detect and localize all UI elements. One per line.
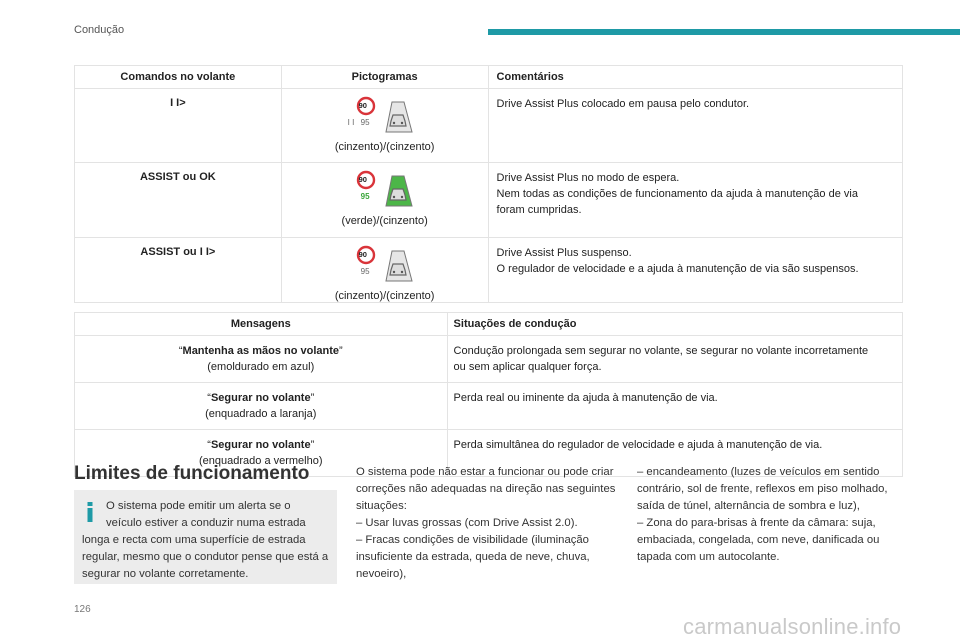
body-line: situações: bbox=[356, 500, 407, 512]
situation-cell bbox=[447, 383, 902, 430]
comment-cell bbox=[488, 238, 902, 303]
comment-cell bbox=[488, 163, 902, 238]
body-column-2 bbox=[356, 464, 618, 583]
pictogram-cell bbox=[281, 89, 488, 163]
body-line: – Fracas condições de visibilidade (iluminação bbox=[356, 534, 589, 546]
car-icon bbox=[390, 115, 406, 126]
comment-line: foram cumpridas. bbox=[496, 204, 582, 216]
quote-mark: ” bbox=[310, 439, 315, 451]
quote-mark: “ bbox=[178, 345, 183, 357]
quote-mark: ” bbox=[310, 392, 315, 404]
quote-mark: “ bbox=[207, 392, 211, 404]
pictogram bbox=[350, 245, 420, 285]
pictogram-caption: (verde)/(cinzento) bbox=[341, 215, 428, 227]
body-line: O sistema pode não estar a funcionar ou pode criar bbox=[356, 466, 614, 478]
pictogram-cell bbox=[281, 238, 488, 303]
note-text bbox=[82, 498, 332, 583]
comment-line: Drive Assist Plus colocado em pausa pelo condutor. bbox=[496, 98, 750, 110]
command-label: I I> bbox=[170, 97, 186, 109]
quote-mark: ” bbox=[339, 345, 343, 357]
pictogram-caption: (cinzento)/(cinzento) bbox=[334, 290, 435, 302]
comment-line: Nem todas as condições de funcionamento da ajuda à manutenção de via bbox=[496, 188, 858, 200]
pause-indicator: I I bbox=[347, 118, 355, 127]
column-header: Pictogramas bbox=[281, 66, 488, 89]
table-row bbox=[75, 238, 903, 303]
command-cell bbox=[75, 238, 282, 303]
situation-cell bbox=[447, 336, 902, 383]
note-line: segurar no volante corretamente. bbox=[82, 568, 249, 580]
table-row bbox=[75, 336, 903, 383]
frame-note: (enquadrado a laranja) bbox=[205, 408, 317, 420]
body-line: contrário, sol de frente, reflexos em piso molhado, bbox=[637, 483, 888, 495]
comment-line: Drive Assist Plus suspenso. bbox=[496, 247, 632, 259]
pictogram bbox=[350, 170, 420, 210]
commands-table bbox=[74, 65, 903, 303]
situation-line: Condução prolongada sem segurar no volante, se segurar no volante incorretamente bbox=[453, 345, 869, 357]
table-row bbox=[75, 383, 903, 430]
message-cell bbox=[75, 383, 448, 430]
page-number: 126 bbox=[74, 604, 91, 615]
table-row bbox=[75, 89, 903, 163]
comment-line: Drive Assist Plus no modo de espera. bbox=[496, 172, 680, 184]
column-header: Comandos no volante bbox=[75, 66, 282, 89]
pictogram-cell bbox=[281, 163, 488, 238]
car-icon bbox=[390, 189, 406, 200]
column-header: Mensagens bbox=[75, 313, 448, 336]
set-speed-value: 95 bbox=[360, 118, 370, 127]
speed-value: 90 bbox=[358, 175, 367, 184]
message-text: Segurar no volante bbox=[210, 392, 311, 404]
table-row bbox=[75, 163, 903, 238]
note-line: longa e recta com uma superfície de estrada bbox=[82, 534, 306, 546]
section-title: Limites de funcionamento bbox=[74, 463, 310, 484]
body-line: insuficiente da estrada, queda de neve, chuva, bbox=[356, 551, 590, 563]
body-column-3 bbox=[637, 464, 903, 566]
info-note bbox=[74, 490, 337, 584]
note-line: veículo estiver a conduzir numa estrada bbox=[106, 517, 306, 529]
body-line: – Usar luvas grossas (com Drive Assist 2.0). bbox=[356, 517, 578, 529]
quote-mark: “ bbox=[207, 439, 211, 451]
table-header-row bbox=[75, 313, 903, 336]
situation-line: Perda real ou iminente da ajuda à manutenção de via. bbox=[453, 392, 718, 404]
command-cell bbox=[75, 89, 282, 163]
pictogram-caption: (cinzento)/(cinzento) bbox=[334, 141, 435, 153]
set-speed-value: 95 bbox=[360, 267, 370, 276]
column-header: Situações de condução bbox=[447, 313, 902, 336]
frame-note: (enquadrado a vermelho) bbox=[199, 455, 323, 467]
command-label: ASSIST ou OK bbox=[139, 171, 216, 183]
body-line: tapada com um autocolante. bbox=[637, 551, 780, 563]
comment-line: O regulador de velocidade e a ajuda à manutenção de via são suspensos. bbox=[496, 263, 859, 275]
body-line: – encandeamento (luzes de veículos em sentido bbox=[637, 466, 880, 478]
set-speed-value: 95 bbox=[360, 192, 370, 201]
situation-line: ou sem aplicar qualquer força. bbox=[453, 361, 602, 373]
message-cell bbox=[75, 336, 448, 383]
table-header-row bbox=[75, 66, 903, 89]
messages-table bbox=[74, 312, 903, 477]
note-line: regular, mesmo que o condutor pense que está a bbox=[82, 551, 329, 563]
message-text: Mantenha as mãos no volante bbox=[182, 345, 340, 357]
pictogram bbox=[347, 96, 420, 136]
speed-value: 90 bbox=[358, 101, 367, 110]
message-text: Segurar no volante bbox=[210, 439, 311, 451]
watermark: carmanualsonline.info bbox=[683, 614, 902, 639]
comment-cell bbox=[488, 89, 902, 163]
column-header: Comentários bbox=[488, 66, 902, 89]
body-line: embaciada, congelada, com neve, danificada ou bbox=[637, 534, 880, 546]
body-line: saída de túnel, alternância de sombra e luz), bbox=[637, 500, 860, 512]
note-line: O sistema pode emitir um alerta se o bbox=[106, 500, 291, 512]
body-line: correções não adequadas na direção nas seguintes bbox=[356, 483, 616, 495]
situation-line: Perda simultânea do regulador de velocidade e ajuda à manutenção de via. bbox=[453, 439, 823, 451]
car-icon bbox=[390, 264, 406, 275]
body-line: – Zona do para-brisas à frente da câmara: suja, bbox=[637, 517, 876, 529]
section-header: Condução bbox=[74, 24, 125, 36]
speed-value: 90 bbox=[358, 250, 367, 259]
command-label: ASSIST ou I I> bbox=[140, 246, 216, 258]
header-accent-bar bbox=[488, 29, 960, 35]
frame-note: (emoldurado em azul) bbox=[207, 361, 315, 373]
command-cell bbox=[75, 163, 282, 238]
body-line: nevoeiro), bbox=[356, 568, 407, 580]
